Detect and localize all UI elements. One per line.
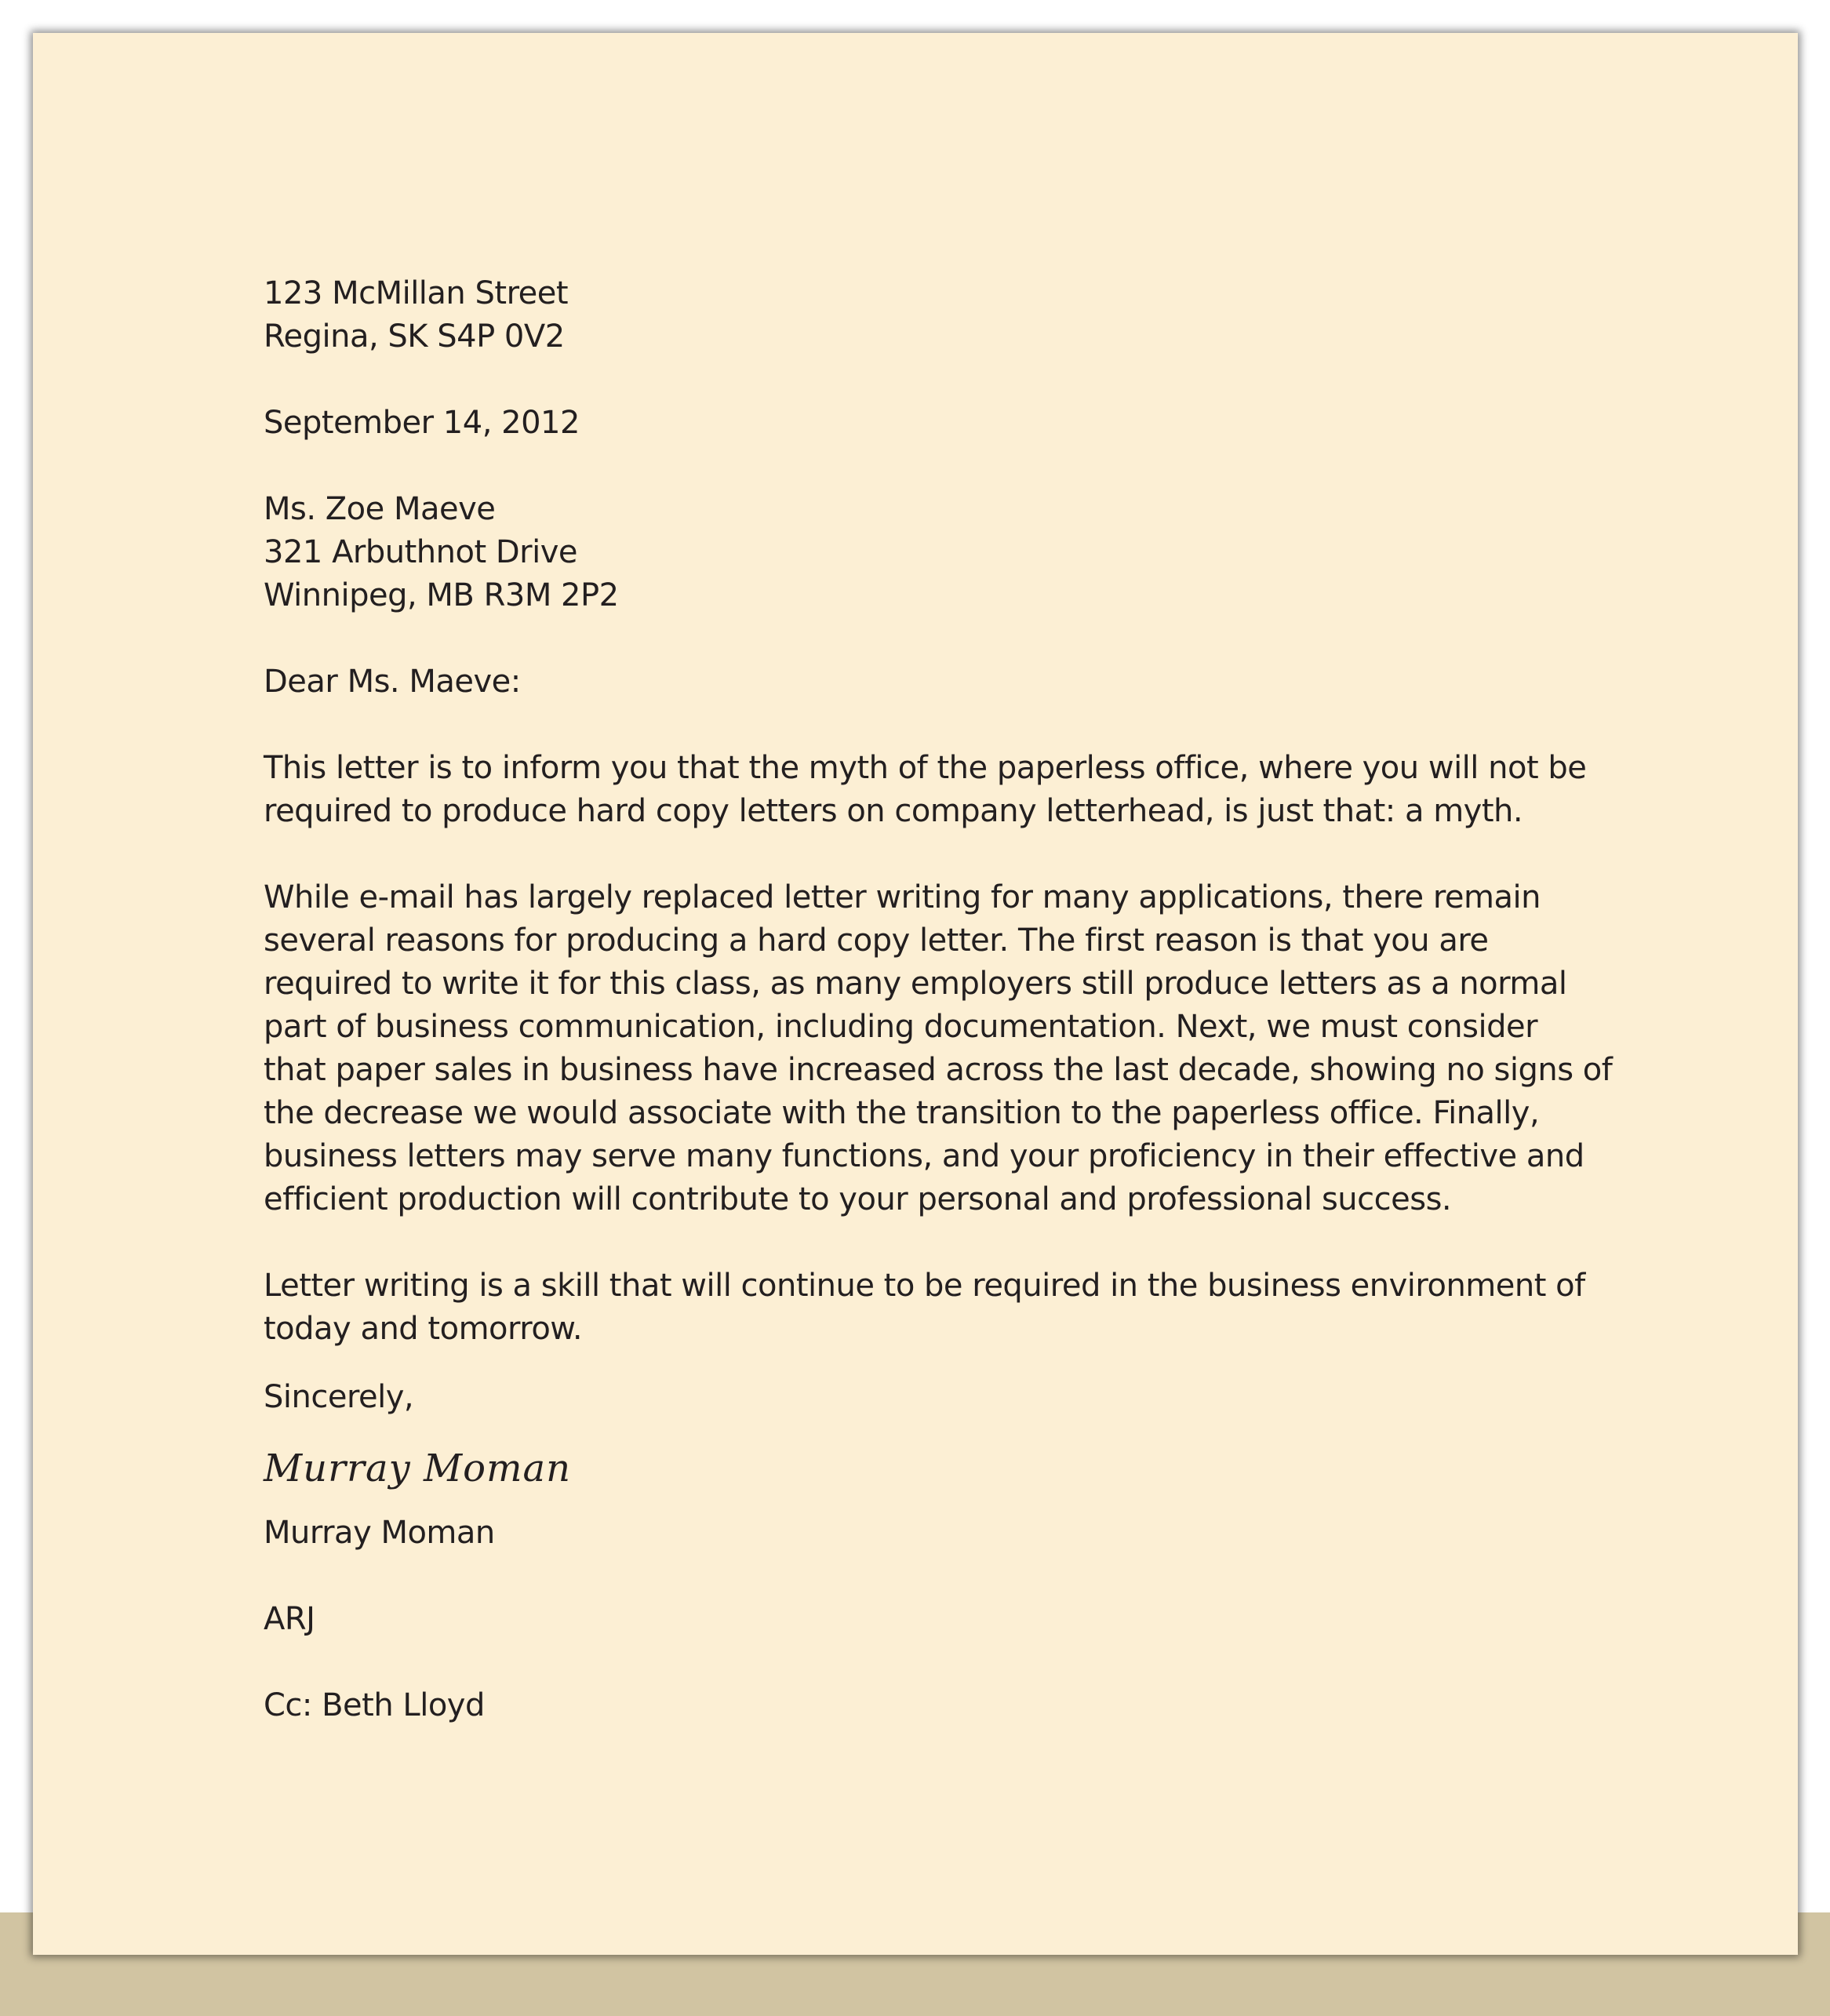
- letter-page: [33, 33, 1798, 1955]
- paragraph-line: This letter is to inform you that the myth of the paperless office, where you will not be: [264, 750, 1587, 786]
- letter-date: September 14, 2012: [264, 405, 580, 441]
- sender-street: 123 McMillan Street: [264, 275, 569, 311]
- recipient-address: [264, 488, 1613, 617]
- sender-name: Murray Moman: [264, 1515, 495, 1551]
- paragraph-line: While e-mail has largely replaced letter writing for many applications, there remain: [264, 879, 1541, 915]
- typist-initials: ARJ: [264, 1601, 315, 1637]
- paragraph-line: required to produce hard copy letters on company letterhead, is just that: a myth.: [264, 793, 1523, 829]
- paragraph-line: business letters may serve many functions, and your proficiency in their effective and: [264, 1138, 1584, 1174]
- body-paragraph-3: [264, 1265, 1613, 1351]
- salutation: Dear Ms. Maeve:: [264, 664, 521, 700]
- recipient-name: Ms. Zoe Maeve: [264, 491, 496, 527]
- paragraph-line: Letter writing is a skill that will continue to be required in the business environment of: [264, 1268, 1585, 1304]
- body-paragraph-1: [264, 747, 1613, 833]
- recipient-city-line: Winnipeg, MB R3M 2P2: [264, 577, 619, 613]
- recipient-street: 321 Arbuthnot Drive: [264, 534, 578, 570]
- paragraph-line: several reasons for producing a hard copy letter. The first reason is that you are: [264, 922, 1489, 959]
- paragraph-line: part of business communication, including documentation. Next, we must consider: [264, 1009, 1538, 1045]
- sender-address: [264, 272, 1613, 358]
- sender-city-line: Regina, SK S4P 0V2: [264, 318, 565, 355]
- body-paragraph-2: [264, 876, 1613, 1221]
- business-letter: [264, 272, 1613, 1727]
- paragraph-line: efficient production will contribute to your personal and professional success.: [264, 1181, 1452, 1217]
- paragraph-line: that paper sales in business have increased across the last decade, showing no signs of: [264, 1052, 1613, 1088]
- paragraph-line: today and tomorrow.: [264, 1311, 583, 1347]
- cc-line: Cc: Beth Lloyd: [264, 1687, 485, 1723]
- paragraph-line: the decrease we would associate with the transition to the paperless office. Finally,: [264, 1095, 1540, 1131]
- handwritten-signature: Murray Moman: [264, 1446, 572, 1490]
- closing: Sincerely,: [264, 1379, 414, 1415]
- paragraph-line: required to write it for this class, as many employers still produce letters as a normal: [264, 966, 1567, 1002]
